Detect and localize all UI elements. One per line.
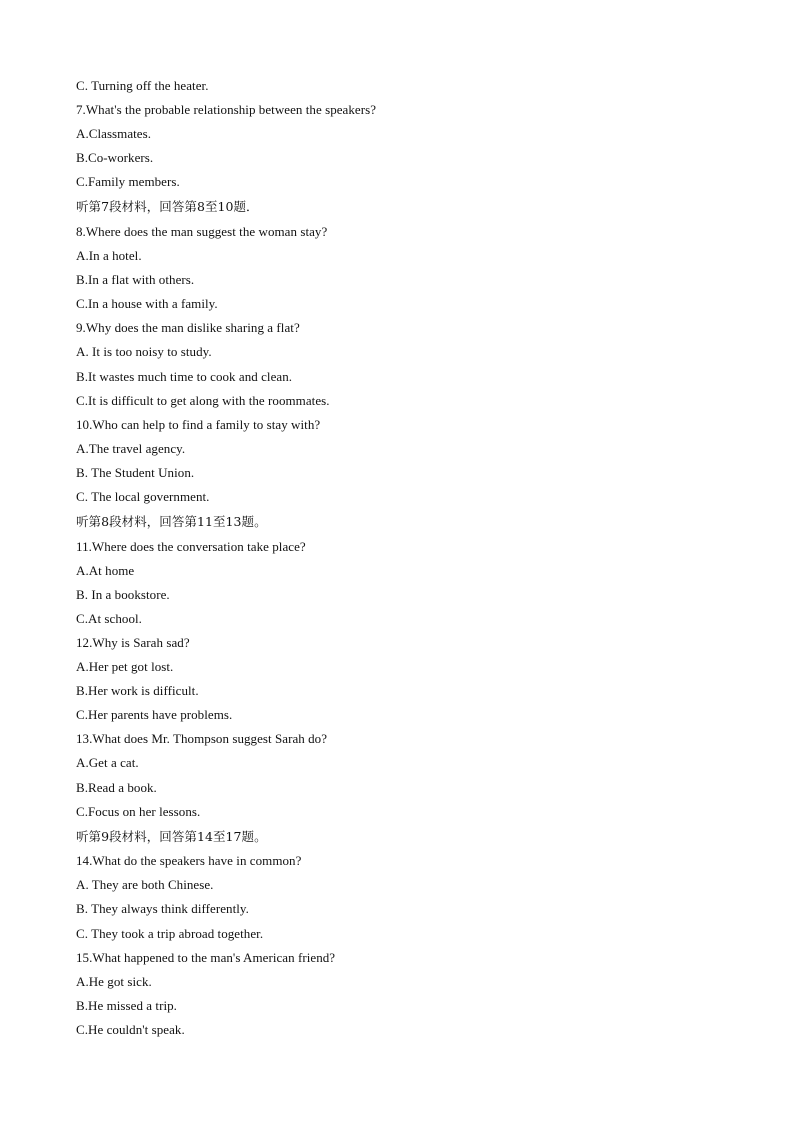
answer-option: B.Read a book. xyxy=(76,779,157,795)
question-text: 9.Why does the man dislike sharing a flat? xyxy=(76,320,300,336)
answer-option: B. The Student Union. xyxy=(76,464,195,480)
answer-option: C.In a house with a family. xyxy=(76,296,218,312)
answer-option: A. They are both Chinese. xyxy=(76,877,214,893)
question-text: 13.What does Mr. Thompson suggest Sarah do? xyxy=(76,731,328,747)
question-text: 10.Who can help to find a family to stay with? xyxy=(76,416,321,432)
answer-option: A.In a hotel. xyxy=(76,248,142,264)
question-text: 12.Why is Sarah sad? xyxy=(76,634,190,650)
answer-option: C. Turning off the heater. xyxy=(76,78,209,93)
answer-option: A.Get a cat. xyxy=(76,755,139,771)
answer-option: A.He got sick. xyxy=(76,973,152,989)
answer-option: A. It is too noisy to study. xyxy=(76,344,212,360)
answer-option: C.At school. xyxy=(76,610,142,626)
answer-option: A.Classmates. xyxy=(76,126,152,142)
section-heading: 听第8段材料，回答第11至13题。 xyxy=(76,514,267,530)
question-text: 14.What do the speakers have in common? xyxy=(76,853,302,869)
question-text: 8.Where does the man suggest the woman stay? xyxy=(76,223,328,239)
document-content xyxy=(76,74,726,1042)
question-text: 7.What's the probable relationship between the speakers? xyxy=(76,102,377,118)
answer-option: B. In a bookstore. xyxy=(76,586,170,602)
answer-option: B.It wastes much time to cook and clean. xyxy=(76,368,293,384)
section-heading: 听第7段材料，回答第8至10题． xyxy=(76,199,259,215)
answer-option: B.Her work is difficult. xyxy=(76,683,199,699)
answer-option: C. The local government. xyxy=(76,489,210,504)
answer-option: C.It is difficult to get along with the roommates. xyxy=(76,392,330,408)
answer-option: C. They took a trip abroad together. xyxy=(76,925,264,941)
answer-option: B. They always think differently. xyxy=(76,901,249,917)
section-heading: 听第9段材料，回答第14至17题。 xyxy=(76,828,267,844)
answer-option: C.Family members. xyxy=(76,174,180,190)
answer-option: A.Her pet got lost. xyxy=(76,659,174,675)
answer-option: C.Focus on her lessons. xyxy=(76,803,201,819)
question-text: 15.What happened to the man's American friend? xyxy=(76,949,336,965)
answer-option: A.The travel agency. xyxy=(76,440,186,456)
answer-option: B.In a flat with others. xyxy=(76,272,195,288)
answer-option: B.Co-workers. xyxy=(76,150,154,166)
answer-option: C.He couldn't speak. xyxy=(76,1021,185,1037)
question-text: 11.Where does the conversation take place? xyxy=(76,538,306,554)
answer-option: C.Her parents have problems. xyxy=(76,707,233,723)
answer-option: B.He missed a trip. xyxy=(76,997,177,1013)
answer-option: A.At home xyxy=(76,562,135,578)
